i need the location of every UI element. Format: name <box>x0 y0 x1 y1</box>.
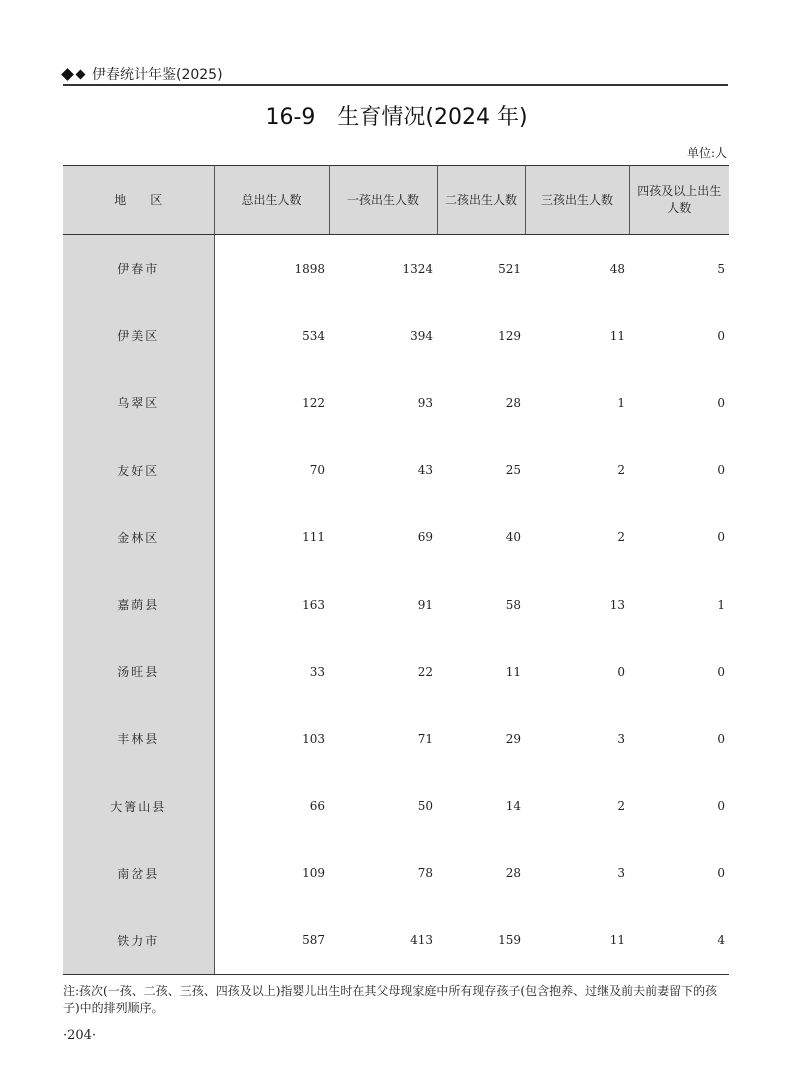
value-cell: 48 <box>609 261 625 276</box>
table-row <box>63 437 729 504</box>
column-header: 三孩出生人数 <box>525 166 629 235</box>
value-cell: 109 <box>302 866 325 881</box>
table-row <box>63 638 729 705</box>
value-cell: 58 <box>505 597 521 612</box>
page-title: 16-9 生育情况(2024 年) <box>265 105 528 130</box>
value-cell: 0 <box>717 664 725 679</box>
value-cell: 587 <box>214 907 329 975</box>
value-cell: 71 <box>417 731 433 746</box>
value-cell: 11 <box>609 328 625 343</box>
value-cell: 122 <box>302 395 325 410</box>
region-name-cell: 铁力市 <box>63 907 214 975</box>
region-name-cell: 嘉荫县 <box>63 571 214 638</box>
table-row <box>63 235 729 303</box>
region-name-cell: 汤旺县 <box>63 638 214 705</box>
value-cell: 413 <box>329 907 437 975</box>
value-cell: 78 <box>417 866 433 881</box>
value-cell: 40 <box>505 530 521 545</box>
value-cell: 29 <box>505 731 521 746</box>
value-cell: 66 <box>309 799 325 814</box>
header-text: 伊春统计年鉴(2025) <box>92 67 223 83</box>
value-cell: 28 <box>505 866 521 881</box>
value-cell: 11 <box>525 907 629 975</box>
value-cell: 1 <box>717 597 725 612</box>
value-cell: 0 <box>717 799 725 814</box>
value-cell: 4 <box>629 907 729 975</box>
birth-table <box>63 165 729 975</box>
table-row <box>63 907 729 975</box>
value-cell: 3 <box>617 866 625 881</box>
value-cell: 91 <box>417 597 433 612</box>
value-cell: 103 <box>302 731 325 746</box>
value-cell: 33 <box>309 664 325 679</box>
value-cell: 2 <box>617 799 625 814</box>
region-name-cell: 金林区 <box>63 504 214 571</box>
value-cell: 129 <box>498 328 521 343</box>
value-cell: 0 <box>617 664 625 679</box>
header-rule <box>63 84 728 86</box>
value-cell: 22 <box>417 664 433 679</box>
table-row <box>63 705 729 772</box>
table-header-row <box>63 166 729 235</box>
value-cell: 534 <box>302 328 325 343</box>
value-cell: 13 <box>609 597 625 612</box>
value-cell: 394 <box>410 328 433 343</box>
value-cell: 2 <box>617 530 625 545</box>
column-header: 一孩出生人数 <box>329 166 437 235</box>
region-name-cell: 南岔县 <box>63 840 214 907</box>
region-name-cell: 伊美区 <box>63 302 214 369</box>
value-cell: 28 <box>505 395 521 410</box>
column-header: 四孩及以上出生人数 <box>629 166 729 235</box>
value-cell: 70 <box>309 463 325 478</box>
value-cell: 521 <box>498 261 521 276</box>
table-row <box>63 571 729 638</box>
value-cell: 69 <box>417 530 433 545</box>
region-name-cell: 友好区 <box>63 437 214 504</box>
value-cell: 5 <box>717 261 725 276</box>
table-row <box>63 302 729 369</box>
table-body <box>63 235 729 975</box>
birth-table-container <box>63 165 729 975</box>
value-cell: 50 <box>417 799 433 814</box>
region-name-cell: 乌翠区 <box>63 369 214 436</box>
value-cell: 2 <box>617 463 625 478</box>
value-cell: 159 <box>437 907 525 975</box>
value-cell: 1324 <box>402 261 433 276</box>
region-name-cell: 大箐山县 <box>63 773 214 840</box>
value-cell: 0 <box>717 463 725 478</box>
footnote: 注:孩次(一孩、二孩、三孩、四孩及以上)指婴儿出生时在其父母现家庭中所有现存孩子(包含抱养、过继及前夫前妻留下的孩子)中的排列顺序。 <box>63 984 718 1015</box>
value-cell: 0 <box>717 328 725 343</box>
value-cell: 0 <box>717 530 725 545</box>
region-name-cell: 丰林县 <box>63 705 214 772</box>
region-name-cell: 伊春市 <box>63 235 214 303</box>
page-number: ·204· <box>63 1028 97 1043</box>
value-cell: 93 <box>417 395 433 410</box>
running-header <box>63 64 728 84</box>
value-cell: 0 <box>717 395 725 410</box>
value-cell: 11 <box>505 664 521 679</box>
value-cell: 25 <box>505 463 521 478</box>
table-row <box>63 504 729 571</box>
value-cell: 1 <box>617 395 625 410</box>
unit-label: 单位:人 <box>686 146 727 160</box>
value-cell: 43 <box>417 463 433 478</box>
table-row <box>63 840 729 907</box>
diamond-icon <box>76 69 86 79</box>
column-header: 地 区 <box>63 166 214 235</box>
value-cell: 1898 <box>294 261 325 276</box>
value-cell: 111 <box>302 530 325 545</box>
table-row <box>63 369 729 436</box>
value-cell: 0 <box>717 866 725 881</box>
table-row <box>63 773 729 840</box>
column-header: 二孩出生人数 <box>437 166 525 235</box>
diamond-icon <box>61 68 74 81</box>
value-cell: 163 <box>302 597 325 612</box>
column-header: 总出生人数 <box>214 166 329 235</box>
value-cell: 0 <box>717 731 725 746</box>
value-cell: 3 <box>617 731 625 746</box>
value-cell: 14 <box>505 799 521 814</box>
